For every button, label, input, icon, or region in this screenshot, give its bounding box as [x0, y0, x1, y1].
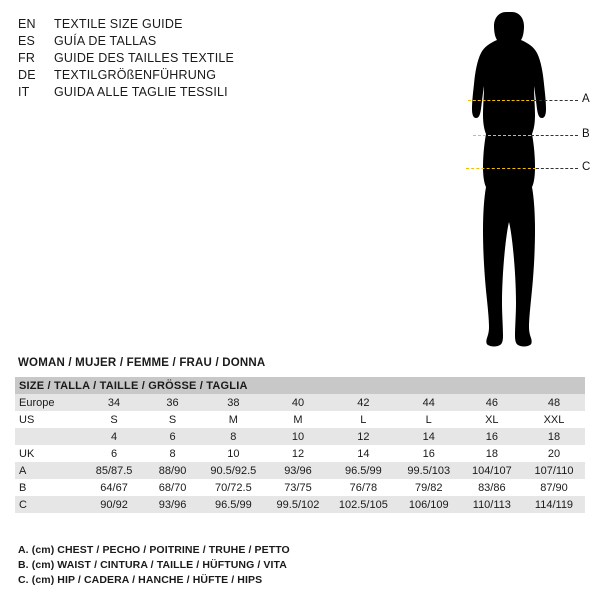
table-cell: 12 [266, 445, 330, 462]
table-cell: 104/107 [461, 462, 523, 479]
marker-label-a: A [582, 93, 590, 105]
table-cell: 79/82 [397, 479, 461, 496]
list-item [18, 67, 318, 84]
table-cell: 34 [84, 394, 145, 411]
table-cell: 85/87.5 [84, 462, 145, 479]
waist-leader-line [531, 135, 578, 136]
table-cell: L [330, 411, 397, 428]
table-cell: 46 [461, 394, 523, 411]
table-cell: 6 [84, 445, 145, 462]
table-cell: 96.5/99 [201, 496, 266, 513]
table-row [15, 445, 585, 462]
table-cell: 40 [266, 394, 330, 411]
table-cell: M [266, 411, 330, 428]
measurement-notes [18, 543, 290, 588]
table-header-row [15, 377, 585, 394]
table-cell: 14 [330, 445, 397, 462]
chest-leader-line [534, 100, 578, 101]
table-cell: L [397, 411, 461, 428]
table-row [15, 394, 585, 411]
row-label [15, 428, 84, 445]
table-row [15, 496, 585, 513]
note-waist: B. (cm) WAIST / CINTURA / TAILLE / HÜFTUNG / VITA [18, 559, 287, 571]
table-cell: 8 [201, 428, 266, 445]
table-cell: 16 [397, 445, 461, 462]
size-table [15, 377, 585, 513]
table-cell: 18 [461, 445, 523, 462]
table-cell: 90.5/92.5 [201, 462, 266, 479]
list-item [18, 50, 318, 67]
row-label: A [15, 462, 84, 479]
list-item [18, 33, 318, 50]
table-cell: 10 [266, 428, 330, 445]
table-row [15, 411, 585, 428]
table-cell: 99.5/102 [266, 496, 330, 513]
table-cell: 12 [330, 428, 397, 445]
table-cell: XL [461, 411, 523, 428]
language-title: GUÍA DE TALLAS [54, 34, 157, 48]
marker-label-c: C [582, 161, 591, 173]
language-code: EN [18, 17, 36, 31]
language-title: GUIDE DES TAILLES TEXTILE [54, 51, 235, 65]
language-title-list [18, 16, 318, 101]
hip-measure-line [466, 168, 536, 169]
table-cell: XXL [523, 411, 585, 428]
table-cell: 99.5/103 [397, 462, 461, 479]
table-cell: 88/90 [144, 462, 200, 479]
language-code: DE [18, 68, 36, 82]
table-cell: 42 [330, 394, 397, 411]
note-chest: A. (cm) CHEST / PECHO / POITRINE / TRUHE / PETTO [18, 544, 290, 556]
table-cell: 4 [84, 428, 145, 445]
table-cell: 44 [397, 394, 461, 411]
table-cell: 8 [144, 445, 200, 462]
table-row [15, 462, 585, 479]
table-row [15, 428, 585, 445]
language-code: IT [18, 85, 30, 99]
female-silhouette-icon [430, 8, 590, 378]
hip-leader-line [536, 168, 578, 169]
row-label: US [15, 411, 84, 428]
table-cell: M [201, 411, 266, 428]
table-cell: S [144, 411, 200, 428]
table-cell: 110/113 [461, 496, 523, 513]
table-cell: 114/119 [523, 496, 585, 513]
table-cell: 18 [523, 428, 585, 445]
table-cell: 20 [523, 445, 585, 462]
table-cell: 48 [523, 394, 585, 411]
language-code: FR [18, 51, 36, 65]
table-cell: 93/96 [266, 462, 330, 479]
table-cell: 73/75 [266, 479, 330, 496]
language-title: TEXTILGRÖßENFÜHRUNG [54, 68, 217, 82]
waist-measure-line [473, 135, 531, 136]
female-figure-diagram [430, 8, 590, 378]
table-cell: 96.5/99 [330, 462, 397, 479]
table-caption: WOMAN / MUJER / FEMME / FRAU / DONNA [18, 357, 266, 369]
table-cell: 83/86 [461, 479, 523, 496]
table-cell: S [84, 411, 145, 428]
table-cell: 76/78 [330, 479, 397, 496]
table-cell: 93/96 [144, 496, 200, 513]
table-cell: 36 [144, 394, 200, 411]
table-row [15, 479, 585, 496]
table-header-label: SIZE / TALLA / TAILLE / GRÖSSE / TAGLIA [15, 377, 585, 394]
table-cell: 68/70 [144, 479, 200, 496]
row-label: UK [15, 445, 84, 462]
language-title: TEXTILE SIZE GUIDE [54, 17, 183, 31]
table-cell: 107/110 [523, 462, 585, 479]
chest-measure-line [468, 100, 534, 101]
table-cell: 70/72.5 [201, 479, 266, 496]
row-label: C [15, 496, 84, 513]
list-item [18, 16, 318, 33]
table-cell: 16 [461, 428, 523, 445]
table-cell: 90/92 [84, 496, 145, 513]
table-cell: 64/67 [84, 479, 145, 496]
note-hip: C. (cm) HIP / CADERA / HANCHE / HÜFTE / HIPS [18, 574, 263, 586]
table-cell: 87/90 [523, 479, 585, 496]
marker-label-b: B [582, 128, 590, 140]
table-cell: 10 [201, 445, 266, 462]
row-label: Europe [15, 394, 84, 411]
table-cell: 6 [144, 428, 200, 445]
row-label: B [15, 479, 84, 496]
language-title: GUIDA ALLE TAGLIE TESSILI [54, 85, 228, 99]
table-cell: 14 [397, 428, 461, 445]
language-code: ES [18, 34, 36, 48]
table-cell: 102.5/105 [330, 496, 397, 513]
table-cell: 38 [201, 394, 266, 411]
list-item [18, 84, 318, 101]
table-cell: 106/109 [397, 496, 461, 513]
